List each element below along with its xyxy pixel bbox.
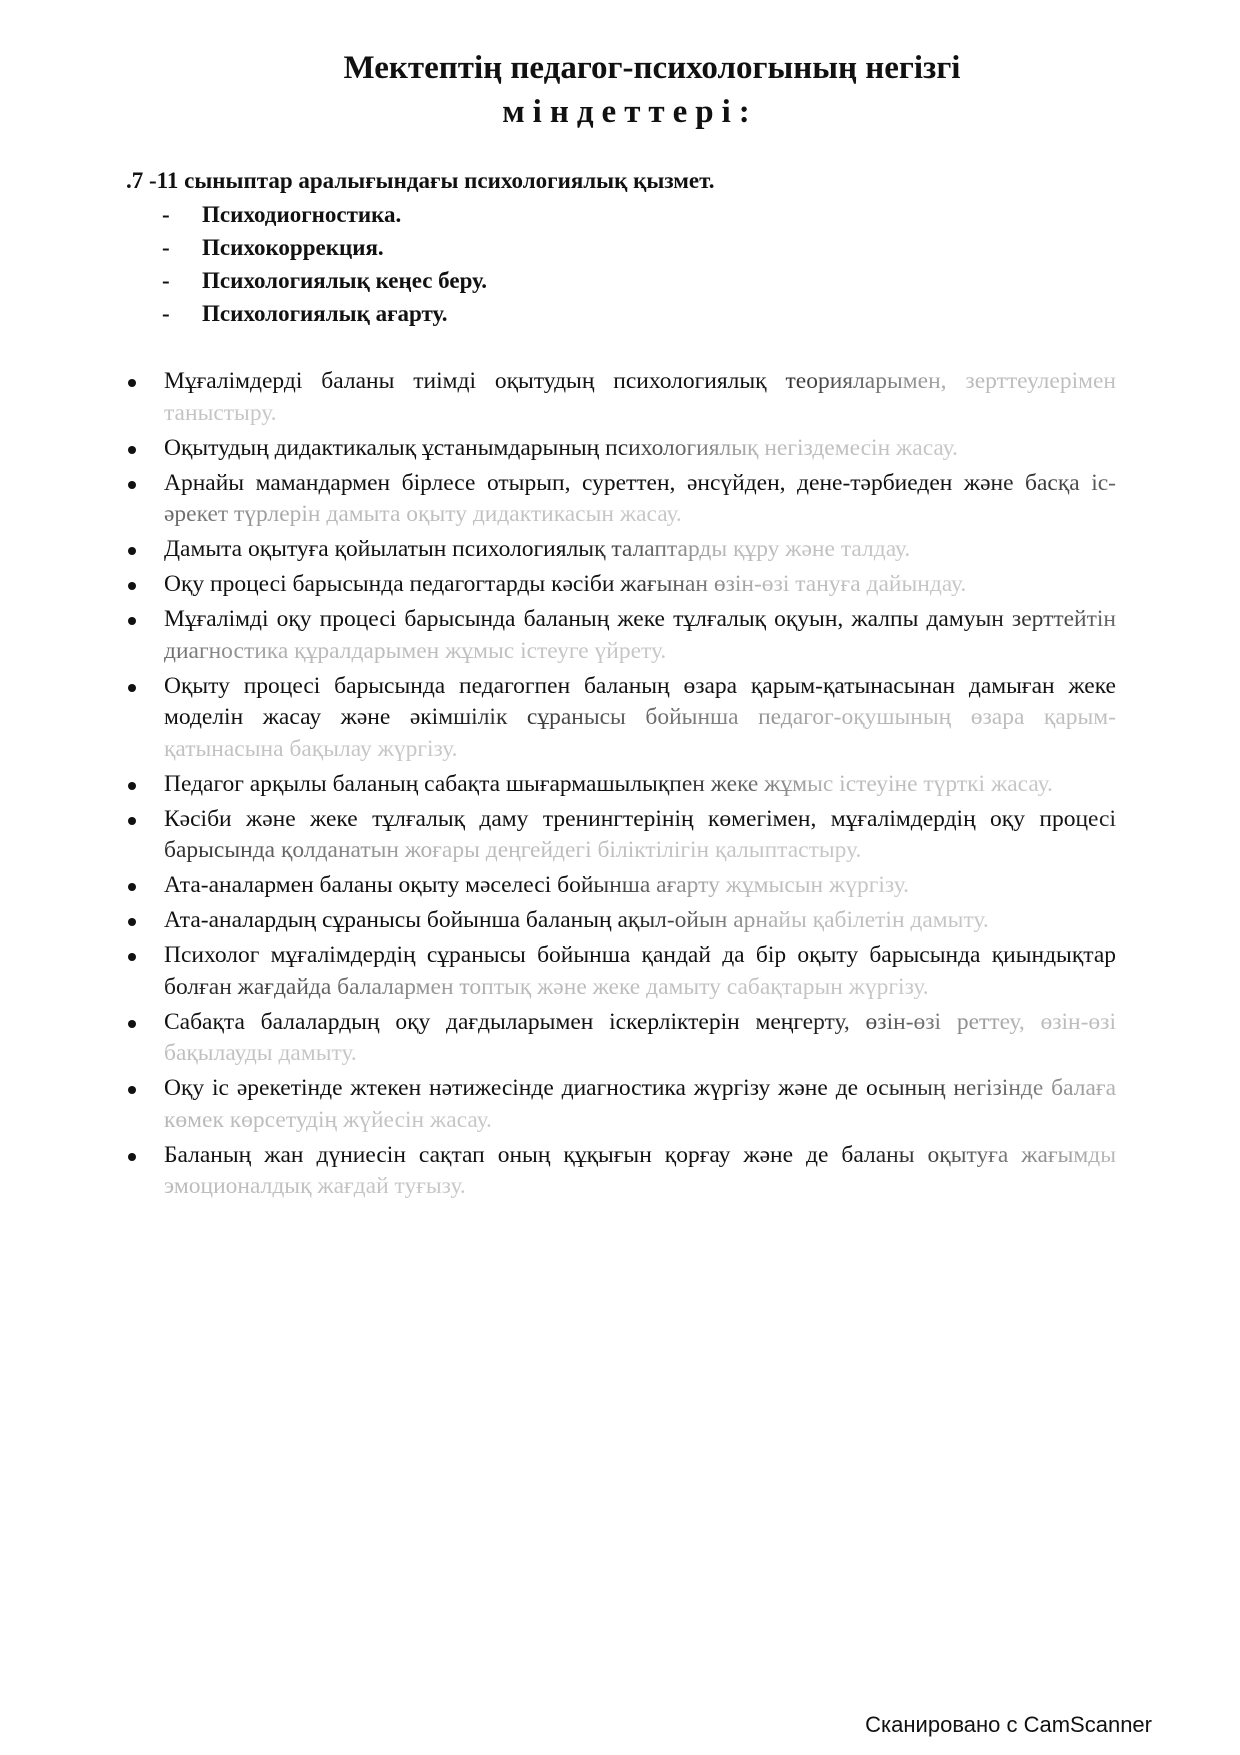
bullet-marker <box>128 1153 136 1161</box>
task-item <box>126 671 1116 766</box>
tasks-list <box>126 366 1116 1206</box>
task-item-text: Педагог арқылы баланың сабақта шығармашылықпен жеке жұмыс істеуіне түрткі жасау. <box>164 770 1053 797</box>
service-item <box>160 231 487 264</box>
scanner-watermark: Сканировано с CamScanner <box>865 1712 1152 1737</box>
task-item-text: Арнайы мамандармен бірлесе отырып, суреттен, әнсүйден, дене-тәрбиеден және басқа іс-әрекет түрлерін дамыта оқыту дидактикасын жасау. <box>164 469 1116 527</box>
bullet-marker <box>128 582 136 590</box>
services-list <box>160 198 487 330</box>
bullet-marker <box>128 953 136 961</box>
bullet-marker <box>128 782 136 790</box>
task-item-text: Кәсіби және жеке тұлғалық даму тренингтерінің көмегімен, мұғалімдердің оқу процесі барысында қолданатын жоғары деңгейдегі біліктілігін қалыптастыру. <box>164 805 1116 863</box>
bullet-marker <box>128 883 136 891</box>
task-item-text: Ата-аналардың сұранысы бойынша баланың ақыл-ойын арнайы қабілетін дамыту. <box>164 907 989 933</box>
section-heading: .7 -11 сыныптар аралығындағы психологиялық қызмет. <box>126 168 715 193</box>
dash-marker: - <box>162 301 170 326</box>
service-item <box>160 264 487 297</box>
task-item-text: Оқыту процесі барысында педагогпен баланың өзара қарым-қатынасынан дамыған жеке моделін жасау және әкімшілік сұранысы бойынша педагог-оқушының өзара қарым-қатынасына бақылау жүргізу. <box>164 672 1116 762</box>
task-item-text: Мұғалімді оқу процесі барысында баланың жеке тұлғалық оқуын, жалпы дамуын зерттейтін диагностика құралдарымен жұмыс істеуге үйрету. <box>164 606 1116 664</box>
page-title-line1 <box>0 48 1240 88</box>
service-item-text: Психологиялық кеңес беру. <box>202 268 488 293</box>
task-item-text: Дамыта оқытуға қойылатын психологиялық талаптарды құру және талдау. <box>164 536 911 562</box>
task-item-text: Оқу іс әрекетінде жтекен нәтижесінде диагностика жүргізу және де осының негізінде балаға көмек көрсетудің жүйесін жасау. <box>164 1075 1116 1133</box>
page-title-line2 <box>0 92 1240 132</box>
task-item <box>126 1073 1116 1136</box>
page-title-text-2: міндеттері: <box>502 94 758 130</box>
service-item <box>160 198 487 231</box>
task-item <box>126 870 1116 902</box>
page-title-text: Мектептің педагог-психологының негізгі <box>343 50 961 86</box>
task-item <box>126 1007 1116 1070</box>
bullet-marker <box>128 918 136 926</box>
bullet-marker <box>128 481 136 489</box>
task-item <box>126 769 1116 801</box>
task-item-text: Психолог мұғалімдердің сұранысы бойынша қандай да бір оқыту барысында қиындықтар болған жағдайда балалармен топтық және жеке дамыту сабақтарын жүргізу. <box>164 942 1116 1000</box>
task-item <box>126 366 1116 429</box>
task-item <box>126 468 1116 531</box>
bullet-marker <box>128 684 136 692</box>
task-item <box>126 1140 1116 1203</box>
bullet-marker <box>128 547 136 555</box>
bullet-marker <box>128 617 136 625</box>
task-item <box>126 569 1116 601</box>
task-item-text: Сабақта балалардың оқу дағдыларымен іскерліктерін меңгерту, өзін-өзі реттеу, өзін-өзі бақылауды дамыту. <box>164 1008 1116 1066</box>
service-item-text: Психодиогностика. <box>202 202 402 227</box>
dash-marker: - <box>162 202 170 227</box>
service-item <box>160 297 487 330</box>
service-item-text: Психокоррекция. <box>202 235 384 260</box>
task-item-text: Мұғалімдерді баланы тиімді оқытудың психологиялық теорияларымен, зерттеулерімен таныстыру. <box>164 368 1116 426</box>
bullet-marker <box>128 379 136 387</box>
task-item-text: Баланың жан дүниесін сақтап оның құқығын қорғау және де баланы оқытуға жағымды эмоционалдық жағдай туғызу. <box>164 1141 1116 1199</box>
task-item-text: Оқу процесі барысында педагогтарды кәсіби жағынан өзін-өзі тануға дайындау. <box>164 571 967 597</box>
task-item <box>126 940 1116 1003</box>
task-item <box>126 905 1116 937</box>
service-item-text: Психологиялық ағарту. <box>202 301 448 326</box>
task-item-text: Оқытудың дидактикалық ұстанымдарының психологиялық негіздемесін жасау. <box>164 434 958 461</box>
bullet-marker <box>128 817 136 825</box>
dash-marker: - <box>162 268 170 293</box>
task-item <box>126 433 1116 465</box>
bullet-marker <box>128 1020 136 1028</box>
dash-marker: - <box>162 235 170 260</box>
task-item <box>126 534 1116 566</box>
task-item-text: Ата-аналармен баланы оқыту мәселесі бойынша ағарту жұмысын жүргізу. <box>164 872 909 898</box>
task-item <box>126 604 1116 667</box>
task-item <box>126 804 1116 867</box>
bullet-marker <box>128 446 136 454</box>
bullet-marker <box>128 1086 136 1094</box>
